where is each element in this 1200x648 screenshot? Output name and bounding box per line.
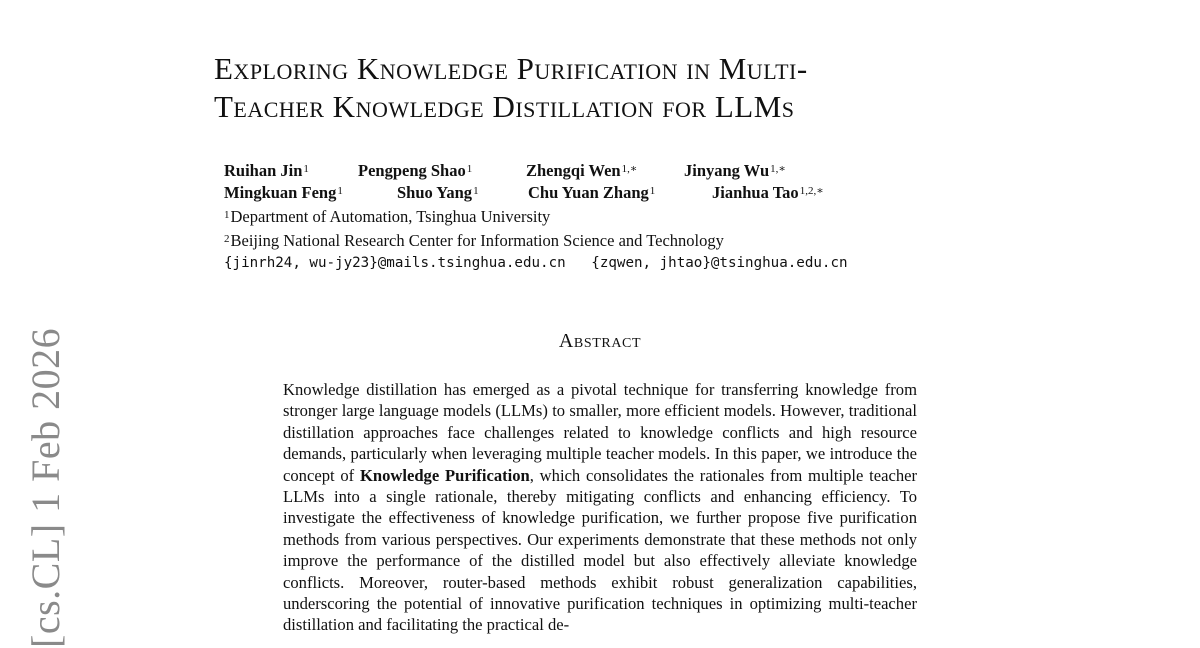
author-emails: {jinrh24, wu-jy23}@mails.tsinghua.edu.cn {zqwen, jhtao}@tsinghua.edu.cn — [224, 255, 848, 271]
title-line-1: Exploring Knowledge Purification in Multi- — [214, 51, 808, 86]
affiliation-1: $^1$Department of Automation, Tsinghua University — [224, 207, 551, 226]
author: Pengpeng Shao$^1$ — [358, 161, 473, 180]
author: Mingkuan Feng$^1$ — [224, 183, 343, 202]
author: Ruihan Jin$^1$ — [224, 161, 309, 180]
abstract-body: Knowledge distillation has emerged as a pivotal technique for transferring knowledge from stronger large language models (LLMs) to smaller, more efficient models. However, traditional distillation approaches face challenges related to knowledge conflicts and high resource demands, particularly when leveraging multiple teacher models. In this paper, we introduce the concept of Knowledge Purification, which consolidates the rationales from multiple teacher LLMs into a single rationale, thereby mitigating conflicts and enhancing efficiency. To investigate the effectiveness of knowledge purification, we further propose five purification methods from various perspectives. Our experiments demonstrate that these methods not only improve the performance of the distilled model but also effectively alleviate knowledge conflicts. Moreover, router-based methods exhibit robust generalization capabilities, underscoring the potential of innovative purification techniques in optimizing multi-teacher distillation and facilitating the practical de- — [283, 380, 918, 635]
author: Chu Yuan Zhang$^1$ — [528, 183, 656, 202]
author-row-1 — [224, 160, 984, 182]
author-list — [224, 160, 984, 204]
author: Shuo Yang$^1$ — [397, 183, 479, 202]
author: Jinyang $Wu^{1,∗}$ — [684, 161, 786, 180]
title-line-2: Teacher Knowledge Distillation for LLMs — [214, 89, 795, 124]
author: Jianhua Tao$^{1,2,∗}$ — [712, 183, 824, 202]
author: Zhengqi Wen$^{1,∗}$ — [526, 161, 638, 180]
author-row-2 — [224, 182, 984, 204]
affiliation-2: $^2$Beijing National Research Center for Information Science and Technology — [224, 231, 724, 250]
abstract-heading: Abstract — [558, 330, 642, 352]
abstract-bold-term: Knowledge Purification — [359, 465, 530, 485]
arxiv-stamp: [cs.CL] 1 Feb 2026 — [23, 327, 68, 648]
paper-title — [214, 50, 1034, 126]
